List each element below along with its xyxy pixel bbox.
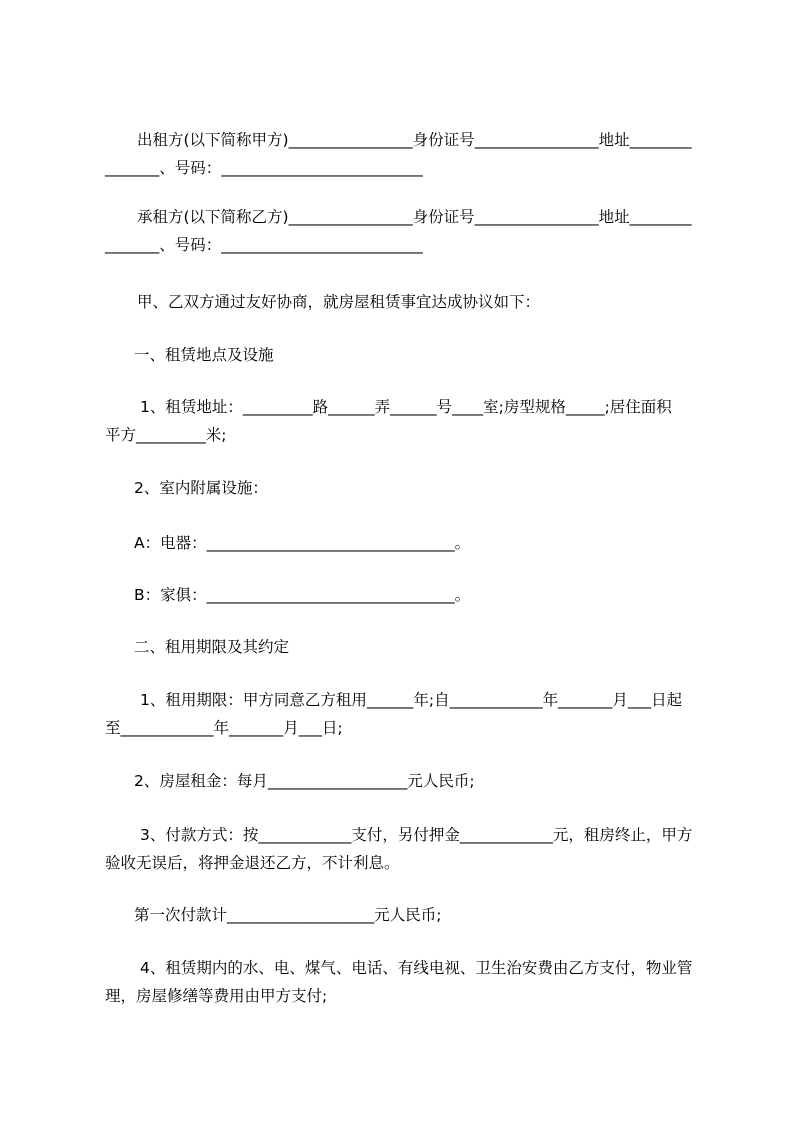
lessee-info-line-2: _______、号码：__________________________	[105, 236, 423, 254]
lessor-info-line-2: _______、号码：__________________________	[105, 159, 423, 177]
first-payment-line: 第一次付款计___________________元人民币;	[134, 906, 442, 924]
fees-clause-line-2: 理，房屋修缮等费用由甲方支付;	[105, 987, 328, 1005]
clause-1-line-1: 1、租赁地址：_________路______弄______号____室;房型规格_____;居住面积	[140, 398, 672, 416]
clause-2a-appliances: A：电器：________________________________。	[134, 534, 471, 552]
term-clause-line-2: 至____________年_______月___日;	[105, 719, 343, 737]
payment-clause-line-2: 验收无误后，将押金退还乙方，不计利息。	[105, 854, 400, 872]
clause-2b-furniture: B：家俱：________________________________。	[134, 586, 471, 604]
section-heading-2: 二、租用期限及其约定	[134, 638, 290, 656]
lessor-info-line-1: 出租方(以下简称甲方)________________身份证号________________地址________	[137, 131, 692, 149]
fees-clause-line-1: 4、租赁期内的水、电、煤气、电话、有线电视、卫生治安费由乙方支付，物业管	[140, 959, 693, 977]
lessee-info-line-1: 承租方(以下简称乙方)________________身份证号________________地址________	[137, 208, 692, 226]
payment-clause-line-1: 3、付款方式：按____________支付，另付押金____________元，租房终止，甲方	[140, 826, 693, 844]
clause-1-line-2: 平方_________米;	[105, 426, 227, 444]
rent-clause: 2、房屋租金：每月__________________元人民币;	[134, 772, 475, 790]
clause-2: 2、室内附属设施：	[134, 479, 268, 497]
agreement-intro: 甲、乙双方通过友好协商，就房屋租赁事宜达成协议如下：	[137, 293, 541, 311]
section-heading-1: 一、租赁地点及设施	[134, 346, 274, 364]
term-clause-line-1: 1、租用期限：甲方同意乙方租用______年;自____________年_______月___日起	[140, 691, 683, 709]
